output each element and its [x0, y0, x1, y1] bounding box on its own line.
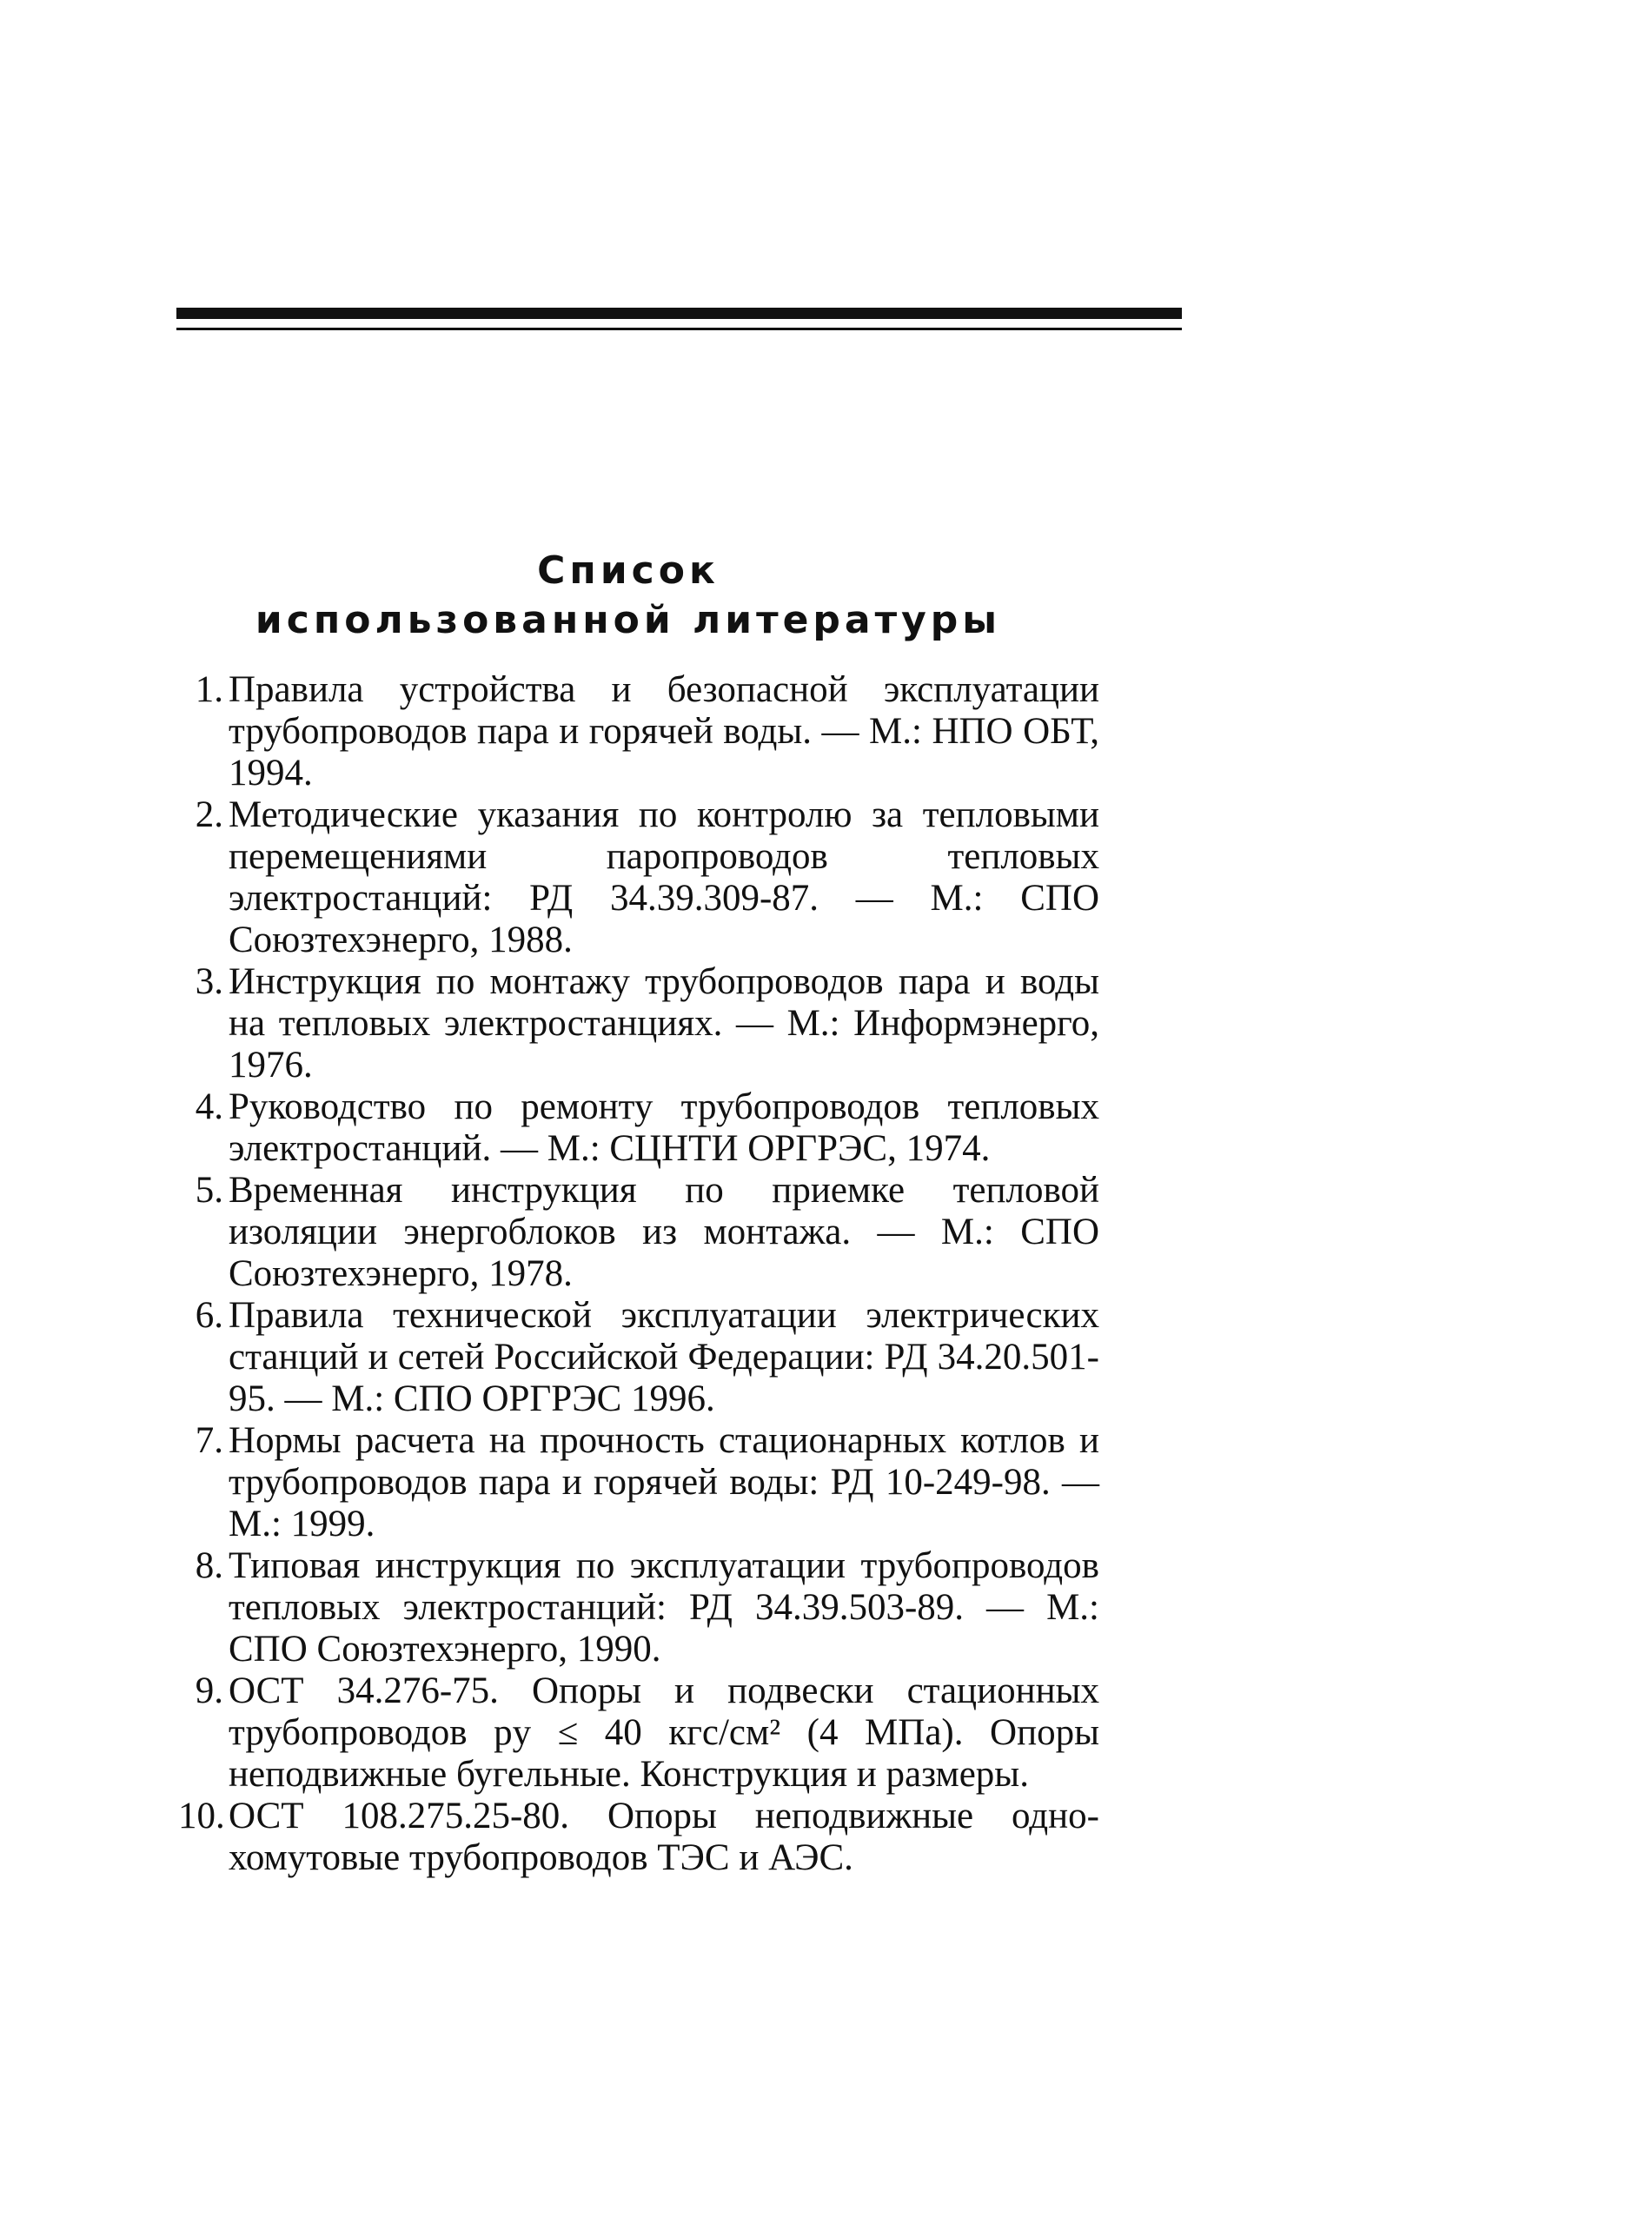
- heading-line-2: использованной литературы: [255, 598, 1002, 642]
- reference-item: [178, 1670, 1099, 1796]
- reference-number: 9.: [195, 1670, 223, 1711]
- header-rule-thin: [176, 328, 1182, 330]
- reference-number: 2.: [195, 794, 223, 835]
- reference-text: Типовая инструкция по эксплуатации трубопроводов тепловых электростанций: РД 34.39.503-89. — М.: СПО Союзтехэнерго, 1990.: [229, 1545, 1099, 1670]
- reference-item: [178, 1295, 1099, 1420]
- section-heading: [176, 546, 1080, 645]
- reference-text: Инструкция по монтажу трубопроводов пара и воды на тепловых электростанциях. — М.: Информэнерго, 1976.: [229, 961, 1099, 1086]
- reference-item: [178, 1420, 1099, 1545]
- reference-number: 5.: [195, 1170, 223, 1211]
- reference-text: ОСТ 34.276-75. Опоры и подвески стационных трубопроводов pу ≤ 40 кгс/см² (4 МПа). Опоры неподвижные бугельные. Конструкция и размеры.: [229, 1670, 1099, 1795]
- reference-number: 10.: [178, 1796, 225, 1836]
- reference-text: Нормы расчета на прочность стационарных котлов и трубопроводов пара и горячей воды: РД 10-249-98. — М.: 1999.: [229, 1420, 1099, 1544]
- reference-item: [178, 1086, 1099, 1170]
- reference-text: ОСТ 108.275.25-80. Опоры неподвижные одно-хомутовые трубопроводов ТЭС и АЭС.: [229, 1796, 1099, 1878]
- reference-item: [178, 794, 1099, 961]
- reference-number: 8.: [195, 1545, 223, 1586]
- reference-number: 7.: [195, 1420, 223, 1461]
- reference-item: [178, 1545, 1099, 1670]
- reference-number: 6.: [195, 1295, 223, 1336]
- reference-text: Правила технической эксплуатации электрических станций и сетей Российской Федерации: РД 34.20.501-95. — М.: СПО ОРГРЭС 1996.: [229, 1295, 1099, 1419]
- reference-item: [178, 1796, 1099, 1879]
- reference-list: [178, 669, 1099, 1879]
- reference-item: [178, 669, 1099, 794]
- reference-number: 4.: [195, 1086, 223, 1127]
- reference-text: Методические указания по контролю за тепловыми перемещениями паропроводов тепловых электростанций: РД 34.39.309-87. — М.: СПО Союзтехэнерго, 1988.: [229, 794, 1099, 960]
- reference-number: 3.: [195, 961, 223, 1002]
- reference-text: Правила устройства и безопасной эксплуатации трубопроводов пара и горячей воды. — М.: НПО ОБТ, 1994.: [229, 669, 1099, 794]
- reference-number: 1.: [195, 669, 223, 710]
- heading-line-1: Список: [537, 548, 720, 593]
- reference-item: [178, 1170, 1099, 1295]
- reference-item: [178, 961, 1099, 1086]
- header-rule-thick: [176, 308, 1182, 319]
- reference-text: Руководство по ремонту трубопроводов тепловых электростанций. — М.: СЦНТИ ОРГРЭС, 1974.: [229, 1086, 1099, 1169]
- reference-text: Временная инструкция по приемке тепловой изоляции энергоблоков из монтажа. — М.: СПО Союзтехэнерго, 1978.: [229, 1170, 1099, 1294]
